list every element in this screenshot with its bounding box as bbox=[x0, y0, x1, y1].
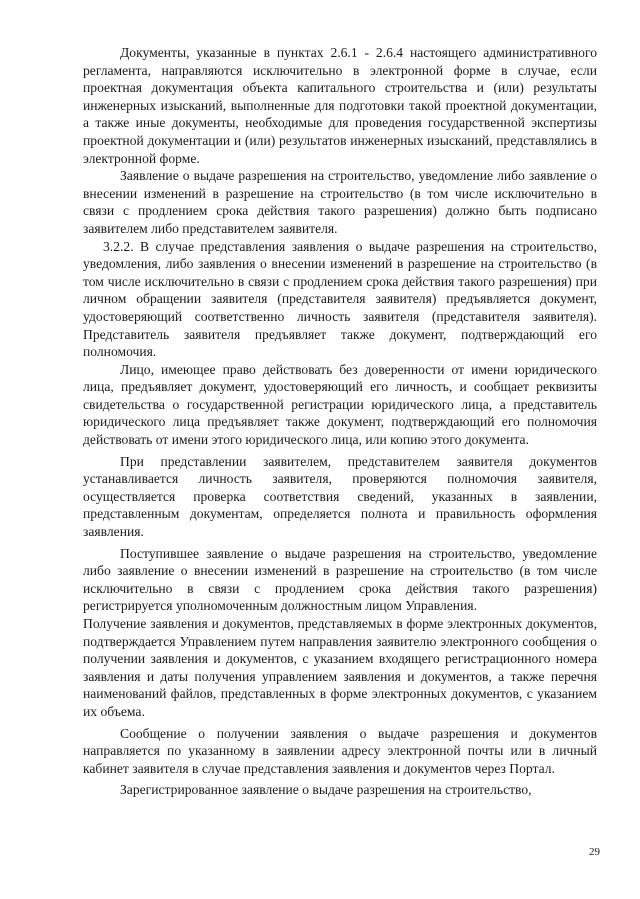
paragraph-receipt-message: Сообщение о получении заявления о выдаче разрешения и документов направляется по указанному в заявлении адресу электронной почты или в личный кабинет заявителя в случае представления заявления и документов через Портал. bbox=[83, 725, 597, 776]
document-body bbox=[83, 44, 597, 799]
paragraph-documents-electronic: Документы, указанные в пунктах 2.6.1 - 2.6.4 настоящего административного регламента, направляются исключительно в электронной форме в случае, если проектная документация объекта капитального строительства и (или) результаты инженерных изысканий, выполненные для подготовки такой проектной документации, а также иные документы, необходимые для проведения государственной экспертизы проектной документации и (или) результатов инженерных изысканий, представлялись в электронной форме. bbox=[83, 45, 597, 166]
paragraph-registration: Поступившее заявление о выдаче разрешения на строительство, уведомление либо заявление о внесении изменений в разрешение на строительство (в том числе исключительно в связи с продлением срока действия такого разрешения) регистрируется уполномоченным должностным лицом Управления. bbox=[83, 545, 597, 614]
paragraph-electronic-receipt: Получение заявления и документов, представляемых в форме электронных документов, подтверждается Управлением путем направления заявителю электронного сообщения о получении заявления и документов, с указанием входящего регистрационного номера заявления и даты получения управлением заявления и документов, а также перечня наименований файлов, представленных в форме электронных документов, с указанием их объема. bbox=[83, 616, 597, 719]
paragraph-legal-entity: Лицо, имеющее право действовать без доверенности от имени юридического лица, предъявляет документ, удостоверяющий его личность, и сообщает реквизиты свидетельства о государственной регистрации юридического лица, а представитель юридического лица предъявляет также документ, подтверждающий его полномочия действовать от имени этого юридического лица, или копию этого документа. bbox=[83, 361, 597, 448]
paragraph-identity-check: При представлении заявителем, представителем заявителя документов устанавливается личность заявителя, проверяются полномочия заявителя, осуществляется проверка соответствия сведений, указанных в заявлении, представленным документам, определяется полнота и правильность оформления заявления. bbox=[83, 453, 597, 540]
paragraph-application-signature: Заявление о выдаче разрешения на строительство, уведомление либо заявление о внесении изменений в разрешение на строительство (в том числе исключительно в связи с продлением срока действия такого разрешения) должно быть подписано заявителем либо представителем заявителя. bbox=[83, 168, 597, 236]
paragraph-registered-application: Зарегистрированное заявление о выдаче разрешения на строительство, bbox=[120, 782, 532, 798]
paragraph-3-2-2: 3.2.2. В случае представления заявления о выдаче разрешения на строительство, уведомления, либо заявления о внесении изменений в разрешение на строительство (в том числе исключительно в связи с продлением срока действия такого разрешения) при личном обращении заявителя (представителя заявителя) предъявляется документ, удостоверяющий соответственно личность заявителя (представителя заявителя). Представитель заявителя предъявляет также документ, подтверждающий его полномочия. bbox=[83, 238, 597, 360]
page-number: 29 bbox=[589, 846, 600, 858]
